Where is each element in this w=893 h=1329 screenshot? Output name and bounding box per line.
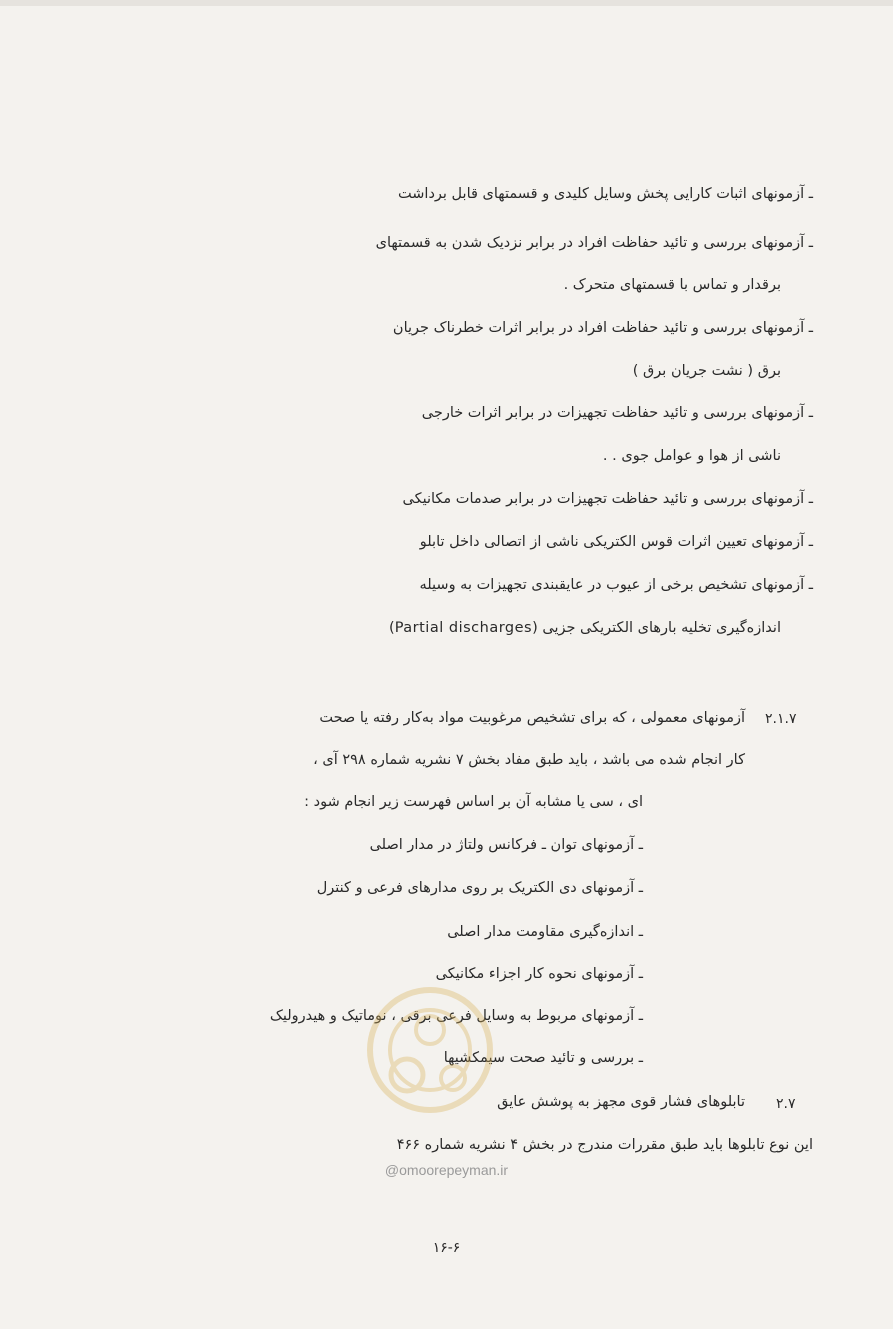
page-number: ۱۶-۶: [432, 1240, 461, 1256]
text-line: ناشی از هوا و عوامل جوی . .: [602, 448, 781, 464]
text-line: ـ اندازه‌گیری مقاومت مدار اصلی: [447, 924, 643, 940]
section-number: ۲.۷: [776, 1096, 796, 1112]
text-line: تابلوهای فشار قوی مجهز به پوشش عایق: [497, 1094, 745, 1110]
text-line: کار انجام شده می باشد ، باید طبق مفاد بخش ۷ نشریه شماره ۲۹۸ آی ،: [313, 752, 745, 768]
section-number: ۲.۱.۷: [765, 711, 797, 727]
text-line: ـ آزمونهای تشخیص برخی از عیوب در عایقبندی تجهیزات به وسیله: [419, 577, 813, 593]
text-line: برقدار و تماس با قسمتهای متحرک .: [563, 277, 781, 293]
text-line: آزمونهای معمولی ، که برای تشخیص مرغوبیت مواد به‌کار رفته یا صحت: [319, 710, 745, 726]
text-line: اندازه‌گیری تخلیه بارهای الکتریکی جزیی (Partial discharges): [389, 620, 781, 636]
text-line: ـ آزمونهای بررسی و تائید حفاظت تجهیزات در برابر اثرات خارجی: [421, 405, 813, 421]
text-line: ـ آزمونهای توان ـ فرکانس ولتاژ در مدار اصلی: [369, 837, 643, 853]
text-line: ـ آزمونهای بررسی و تائید حفاظت تجهیزات در برابر صدمات مکانیکی: [402, 491, 813, 507]
text-line: برق ( نشت جریان برق ): [632, 363, 781, 379]
text-line: ـ آزمونهای اثبات کارایی پخش وسایل کلیدی و قسمتهای قابل برداشت: [398, 186, 813, 202]
text-line: این نوع تابلوها باید طبق مقررات مندرج در بخش ۴ نشریه شماره ۴۶۶: [396, 1137, 813, 1153]
text-line: ای ، سی یا مشابه آن بر اساس فهرست زیر انجام شود :: [304, 794, 643, 810]
text-line: ـ آزمونهای مربوط به وسایل فرعی برقی ، نوماتیک و هیدرولیک: [269, 1008, 643, 1024]
watermark-logo-icon: [345, 970, 515, 1120]
text-line: ـ آزمونهای بررسی و تائید حفاظت افراد در برابر اثرات خطرناک جریان: [392, 320, 813, 336]
text-line: ـ آزمونهای دی الکتریک بر روی مدارهای فرعی و کنترل: [316, 880, 643, 896]
text-line: ـ بررسی و تائید صحت سیمکشیها: [443, 1050, 643, 1066]
text-line: ـ آزمونهای نحوه کار اجزاء مکانیکی: [435, 966, 643, 982]
text-line: ـ آزمونهای تعیین اثرات قوس الکتریکی ناشی از اتصالی داخل تابلو: [419, 534, 813, 550]
page-top-edge: [0, 0, 893, 6]
text-line: ـ آزمونهای بررسی و تائید حفاظت افراد در برابر نزدیک شدن به قسمتهای: [375, 235, 813, 251]
watermark-site-text: @omoorepeyman.ir: [384, 1162, 509, 1178]
